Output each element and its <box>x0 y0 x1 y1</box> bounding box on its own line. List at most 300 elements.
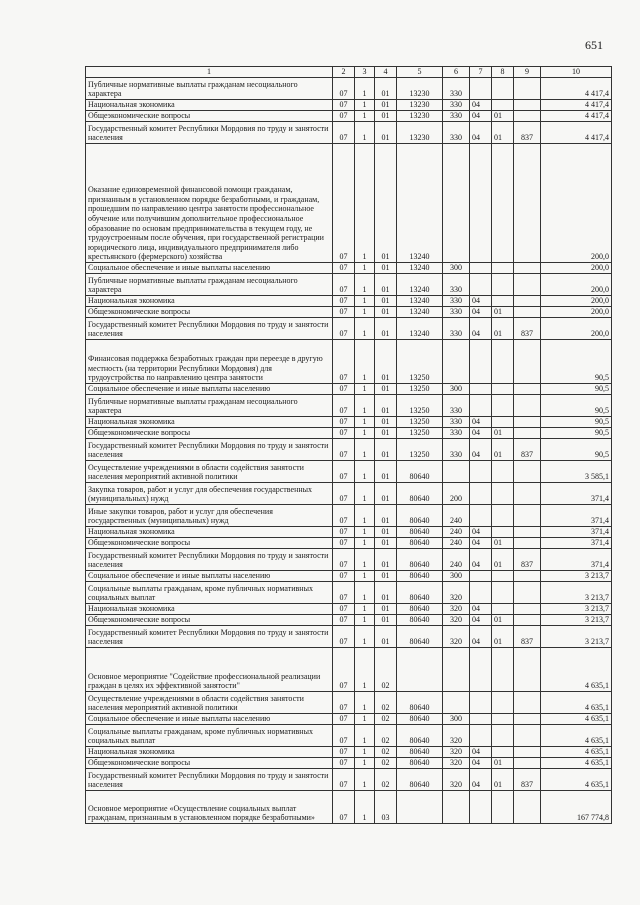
code-cell: 1 <box>355 461 375 483</box>
amount-cell: 371,4 <box>541 527 612 538</box>
code-cell: 01 <box>375 111 397 122</box>
column-header: 2 <box>333 67 355 78</box>
code-cell: 1 <box>355 747 375 758</box>
amount-cell: 90,5 <box>541 340 612 384</box>
code-cell: 01 <box>375 626 397 648</box>
code-cell: 01 <box>492 439 514 461</box>
code-cell: 80640 <box>397 527 443 538</box>
amount-cell: 200,0 <box>541 263 612 274</box>
code-cell: 13240 <box>397 318 443 340</box>
code-cell: 1 <box>355 648 375 692</box>
code-cell: 02 <box>375 725 397 747</box>
table-row <box>86 725 612 747</box>
code-cell <box>514 428 541 439</box>
code-cell: 07 <box>333 758 355 769</box>
row-name: Закупка товаров, работ и услуг для обеспечения государственных (муниципальных) нужд <box>86 483 333 505</box>
code-cell: 07 <box>333 318 355 340</box>
code-cell <box>492 274 514 296</box>
budget-table <box>85 66 612 824</box>
code-cell: 07 <box>333 582 355 604</box>
column-header: 7 <box>470 67 492 78</box>
code-cell: 01 <box>492 307 514 318</box>
code-cell: 07 <box>333 527 355 538</box>
amount-cell: 4 635,1 <box>541 725 612 747</box>
code-cell <box>514 604 541 615</box>
row-name: Общеэкономические вопросы <box>86 307 333 318</box>
code-cell: 07 <box>333 263 355 274</box>
amount-cell: 3 213,7 <box>541 626 612 648</box>
code-cell: 320 <box>443 758 470 769</box>
code-cell: 1 <box>355 428 375 439</box>
amount-cell: 4 635,1 <box>541 769 612 791</box>
code-cell: 04 <box>470 111 492 122</box>
code-cell <box>514 747 541 758</box>
code-cell: 02 <box>375 714 397 725</box>
code-cell: 01 <box>375 582 397 604</box>
code-cell: 04 <box>470 527 492 538</box>
code-cell <box>470 725 492 747</box>
code-cell: 1 <box>355 549 375 571</box>
code-cell: 04 <box>470 428 492 439</box>
row-name: Государственный комитет Республики Мордовия по труду и занятости населения <box>86 439 333 461</box>
table-row <box>86 626 612 648</box>
code-cell: 1 <box>355 274 375 296</box>
code-cell: 07 <box>333 549 355 571</box>
code-cell <box>492 604 514 615</box>
code-cell <box>492 505 514 527</box>
code-cell: 07 <box>333 692 355 714</box>
code-cell <box>470 648 492 692</box>
code-cell: 80640 <box>397 714 443 725</box>
code-cell <box>492 648 514 692</box>
code-cell <box>443 461 470 483</box>
code-cell: 80640 <box>397 538 443 549</box>
code-cell <box>514 714 541 725</box>
code-cell: 1 <box>355 626 375 648</box>
code-cell <box>470 571 492 582</box>
table-row <box>86 384 612 395</box>
table-row <box>86 340 612 384</box>
code-cell: 80640 <box>397 549 443 571</box>
code-cell <box>443 791 470 824</box>
code-cell: 01 <box>375 483 397 505</box>
code-cell: 02 <box>375 769 397 791</box>
code-cell: 07 <box>333 725 355 747</box>
table-row <box>86 461 612 483</box>
row-name: Социальное обеспечение и иные выплаты населению <box>86 571 333 582</box>
amount-cell: 90,5 <box>541 439 612 461</box>
code-cell: 07 <box>333 274 355 296</box>
row-name: Национальная экономика <box>86 527 333 538</box>
code-cell: 330 <box>443 439 470 461</box>
code-cell: 1 <box>355 307 375 318</box>
amount-cell: 90,5 <box>541 428 612 439</box>
table-row <box>86 527 612 538</box>
code-cell: 1 <box>355 527 375 538</box>
code-cell <box>470 274 492 296</box>
amount-cell: 4 635,1 <box>541 692 612 714</box>
code-cell: 04 <box>470 318 492 340</box>
amount-cell: 3 213,7 <box>541 582 612 604</box>
code-cell: 01 <box>375 100 397 111</box>
code-cell: 04 <box>470 604 492 615</box>
code-cell <box>514 111 541 122</box>
code-cell: 330 <box>443 307 470 318</box>
table-row <box>86 505 612 527</box>
code-cell: 01 <box>375 263 397 274</box>
code-cell: 1 <box>355 340 375 384</box>
code-cell: 07 <box>333 615 355 626</box>
row-name: Государственный комитет Республики Мордовия по труду и занятости населения <box>86 769 333 791</box>
code-cell: 13250 <box>397 417 443 428</box>
table-row <box>86 111 612 122</box>
code-cell: 07 <box>333 571 355 582</box>
table-row <box>86 582 612 604</box>
code-cell <box>470 582 492 604</box>
code-cell: 01 <box>375 439 397 461</box>
code-cell: 07 <box>333 461 355 483</box>
code-cell: 1 <box>355 318 375 340</box>
amount-cell: 90,5 <box>541 384 612 395</box>
code-cell: 330 <box>443 274 470 296</box>
column-header: 8 <box>492 67 514 78</box>
code-cell: 1 <box>355 100 375 111</box>
code-cell: 01 <box>375 538 397 549</box>
table-row <box>86 769 612 791</box>
code-cell <box>514 648 541 692</box>
code-cell: 04 <box>470 747 492 758</box>
code-cell: 837 <box>514 318 541 340</box>
code-cell: 13240 <box>397 263 443 274</box>
code-cell <box>492 692 514 714</box>
code-cell: 240 <box>443 527 470 538</box>
code-cell: 80640 <box>397 582 443 604</box>
amount-cell: 3 213,7 <box>541 571 612 582</box>
code-cell: 1 <box>355 111 375 122</box>
code-cell: 80640 <box>397 626 443 648</box>
code-cell: 320 <box>443 747 470 758</box>
code-cell <box>470 78 492 100</box>
code-cell <box>470 384 492 395</box>
code-cell <box>492 483 514 505</box>
code-cell: 80640 <box>397 758 443 769</box>
code-cell: 01 <box>492 549 514 571</box>
row-name: Национальная экономика <box>86 604 333 615</box>
code-cell: 330 <box>443 78 470 100</box>
table-row <box>86 714 612 725</box>
table-row <box>86 78 612 100</box>
amount-cell: 200,0 <box>541 307 612 318</box>
code-cell: 1 <box>355 78 375 100</box>
table-row <box>86 395 612 417</box>
code-cell <box>397 791 443 824</box>
code-cell: 320 <box>443 626 470 648</box>
code-cell: 07 <box>333 307 355 318</box>
code-cell <box>514 340 541 384</box>
code-cell: 13240 <box>397 296 443 307</box>
code-cell: 320 <box>443 725 470 747</box>
table-row <box>86 791 612 824</box>
code-cell: 1 <box>355 483 375 505</box>
code-cell: 01 <box>375 307 397 318</box>
code-cell: 1 <box>355 725 375 747</box>
amount-cell: 4 417,4 <box>541 111 612 122</box>
code-cell: 04 <box>470 122 492 144</box>
row-name: Государственный комитет Республики Мордовия по труду и занятости населения <box>86 122 333 144</box>
code-cell <box>514 384 541 395</box>
amount-cell: 90,5 <box>541 395 612 417</box>
row-name: Основное мероприятие «Осуществление социальных выплат гражданам, признанным в установленном порядке безработными» <box>86 791 333 824</box>
column-header: 10 <box>541 67 612 78</box>
code-cell: 01 <box>492 111 514 122</box>
code-cell: 13250 <box>397 384 443 395</box>
code-cell: 330 <box>443 428 470 439</box>
code-cell <box>492 263 514 274</box>
code-cell: 300 <box>443 263 470 274</box>
code-cell: 04 <box>470 758 492 769</box>
code-cell: 1 <box>355 758 375 769</box>
code-cell <box>492 417 514 428</box>
code-cell: 13250 <box>397 439 443 461</box>
table-body <box>86 78 612 824</box>
code-cell: 01 <box>492 758 514 769</box>
code-cell <box>514 307 541 318</box>
code-cell: 01 <box>375 318 397 340</box>
code-cell <box>514 582 541 604</box>
code-cell <box>492 747 514 758</box>
code-cell: 13250 <box>397 340 443 384</box>
table-row <box>86 428 612 439</box>
code-cell: 01 <box>492 122 514 144</box>
code-cell: 04 <box>470 417 492 428</box>
code-cell: 240 <box>443 549 470 571</box>
code-cell <box>470 692 492 714</box>
code-cell: 1 <box>355 395 375 417</box>
code-cell: 07 <box>333 791 355 824</box>
table-row <box>86 538 612 549</box>
code-cell: 01 <box>375 505 397 527</box>
code-cell <box>514 417 541 428</box>
code-cell: 300 <box>443 571 470 582</box>
row-name: Осуществление учреждениями в области содействия занятости населения мероприятий активной политики <box>86 692 333 714</box>
code-cell <box>470 791 492 824</box>
code-cell: 01 <box>375 122 397 144</box>
code-cell <box>514 461 541 483</box>
code-cell: 04 <box>470 615 492 626</box>
code-cell: 80640 <box>397 483 443 505</box>
code-cell: 07 <box>333 604 355 615</box>
table-row <box>86 122 612 144</box>
code-cell: 07 <box>333 340 355 384</box>
code-cell: 07 <box>333 296 355 307</box>
amount-cell: 371,4 <box>541 549 612 571</box>
code-cell: 01 <box>375 549 397 571</box>
code-cell: 1 <box>355 439 375 461</box>
amount-cell: 167 774,8 <box>541 791 612 824</box>
code-cell: 13240 <box>397 274 443 296</box>
code-cell: 01 <box>375 615 397 626</box>
code-cell <box>492 791 514 824</box>
code-cell <box>492 296 514 307</box>
table-row <box>86 549 612 571</box>
code-cell <box>470 263 492 274</box>
code-cell: 04 <box>470 769 492 791</box>
code-cell <box>492 571 514 582</box>
code-cell <box>514 483 541 505</box>
code-cell: 07 <box>333 384 355 395</box>
column-header: 1 <box>86 67 333 78</box>
table-row <box>86 417 612 428</box>
code-cell: 07 <box>333 747 355 758</box>
code-cell <box>514 274 541 296</box>
code-cell: 07 <box>333 144 355 263</box>
row-name: Национальная экономика <box>86 417 333 428</box>
code-cell: 1 <box>355 615 375 626</box>
code-cell: 01 <box>492 769 514 791</box>
code-cell <box>492 384 514 395</box>
code-cell: 1 <box>355 538 375 549</box>
code-cell: 01 <box>375 296 397 307</box>
code-cell <box>443 144 470 263</box>
code-cell <box>514 100 541 111</box>
code-cell: 1 <box>355 144 375 263</box>
code-cell <box>514 296 541 307</box>
code-cell <box>492 714 514 725</box>
amount-cell: 200,0 <box>541 274 612 296</box>
code-cell: 07 <box>333 626 355 648</box>
table-row <box>86 747 612 758</box>
code-cell: 1 <box>355 714 375 725</box>
amount-cell: 200,0 <box>541 296 612 307</box>
code-cell: 04 <box>470 296 492 307</box>
code-cell: 01 <box>492 626 514 648</box>
amount-cell: 90,5 <box>541 417 612 428</box>
table-row <box>86 692 612 714</box>
code-cell: 07 <box>333 122 355 144</box>
code-cell: 1 <box>355 604 375 615</box>
table-row <box>86 483 612 505</box>
table-row <box>86 758 612 769</box>
code-cell <box>514 263 541 274</box>
amount-cell: 4 417,4 <box>541 78 612 100</box>
code-cell: 07 <box>333 417 355 428</box>
code-cell <box>492 725 514 747</box>
row-name: Социальное обеспечение и иные выплаты населению <box>86 384 333 395</box>
code-cell: 04 <box>470 307 492 318</box>
code-cell <box>443 692 470 714</box>
row-name: Основное мероприятие "Содействие профессиональной реализации граждан в целях их эффективной занятости" <box>86 648 333 692</box>
code-cell <box>443 340 470 384</box>
code-cell: 80640 <box>397 604 443 615</box>
code-cell: 07 <box>333 714 355 725</box>
code-cell: 01 <box>492 615 514 626</box>
code-cell: 04 <box>470 549 492 571</box>
code-cell <box>470 395 492 417</box>
code-cell: 07 <box>333 439 355 461</box>
amount-cell: 200,0 <box>541 144 612 263</box>
code-cell: 330 <box>443 417 470 428</box>
code-cell: 07 <box>333 395 355 417</box>
column-header: 3 <box>355 67 375 78</box>
code-cell: 01 <box>375 571 397 582</box>
code-cell: 07 <box>333 78 355 100</box>
table-row <box>86 571 612 582</box>
row-name: Социальное обеспечение и иные выплаты населению <box>86 714 333 725</box>
code-cell: 01 <box>375 527 397 538</box>
code-cell: 07 <box>333 505 355 527</box>
code-cell: 01 <box>375 428 397 439</box>
table-row <box>86 263 612 274</box>
code-cell: 02 <box>375 747 397 758</box>
code-cell: 01 <box>375 78 397 100</box>
table-row <box>86 439 612 461</box>
code-cell: 837 <box>514 122 541 144</box>
code-cell: 320 <box>443 582 470 604</box>
row-name: Общеэкономические вопросы <box>86 111 333 122</box>
code-cell: 01 <box>492 538 514 549</box>
code-cell: 80640 <box>397 725 443 747</box>
amount-cell: 4 635,1 <box>541 714 612 725</box>
code-cell: 300 <box>443 384 470 395</box>
code-cell <box>492 340 514 384</box>
table-row <box>86 144 612 263</box>
code-cell: 330 <box>443 395 470 417</box>
code-cell: 04 <box>470 439 492 461</box>
code-cell: 02 <box>375 758 397 769</box>
row-name: Финансовая поддержка безработных граждан при переезде в другую местность (на территории Республики Мордовия) для трудоустройства по направлению центра занятости <box>86 340 333 384</box>
code-cell: 01 <box>375 604 397 615</box>
code-cell: 1 <box>355 791 375 824</box>
column-header: 5 <box>397 67 443 78</box>
code-cell: 1 <box>355 384 375 395</box>
code-cell: 07 <box>333 648 355 692</box>
row-name: Национальная экономика <box>86 747 333 758</box>
table-row <box>86 604 612 615</box>
column-header: 6 <box>443 67 470 78</box>
row-name: Национальная экономика <box>86 296 333 307</box>
code-cell <box>492 582 514 604</box>
code-cell: 330 <box>443 122 470 144</box>
amount-cell: 3 213,7 <box>541 604 612 615</box>
code-cell: 1 <box>355 505 375 527</box>
code-cell: 837 <box>514 626 541 648</box>
code-cell <box>397 648 443 692</box>
code-cell: 01 <box>375 340 397 384</box>
code-cell: 1 <box>355 571 375 582</box>
code-cell <box>514 791 541 824</box>
code-cell: 04 <box>470 538 492 549</box>
code-cell <box>514 758 541 769</box>
code-cell <box>470 714 492 725</box>
code-cell <box>443 648 470 692</box>
code-cell: 01 <box>492 428 514 439</box>
table-header-row <box>86 67 612 78</box>
code-cell <box>470 461 492 483</box>
code-cell <box>514 692 541 714</box>
code-cell <box>470 505 492 527</box>
row-name: Общеэкономические вопросы <box>86 615 333 626</box>
page-number: 651 <box>585 38 603 52</box>
code-cell: 1 <box>355 417 375 428</box>
row-name: Осуществление учреждениями в области содействия занятости населения мероприятий активной политики <box>86 461 333 483</box>
row-name: Общеэкономические вопросы <box>86 428 333 439</box>
code-cell: 07 <box>333 111 355 122</box>
code-cell: 1 <box>355 263 375 274</box>
table-row <box>86 296 612 307</box>
code-cell: 01 <box>375 395 397 417</box>
code-cell: 04 <box>470 626 492 648</box>
code-cell: 300 <box>443 714 470 725</box>
